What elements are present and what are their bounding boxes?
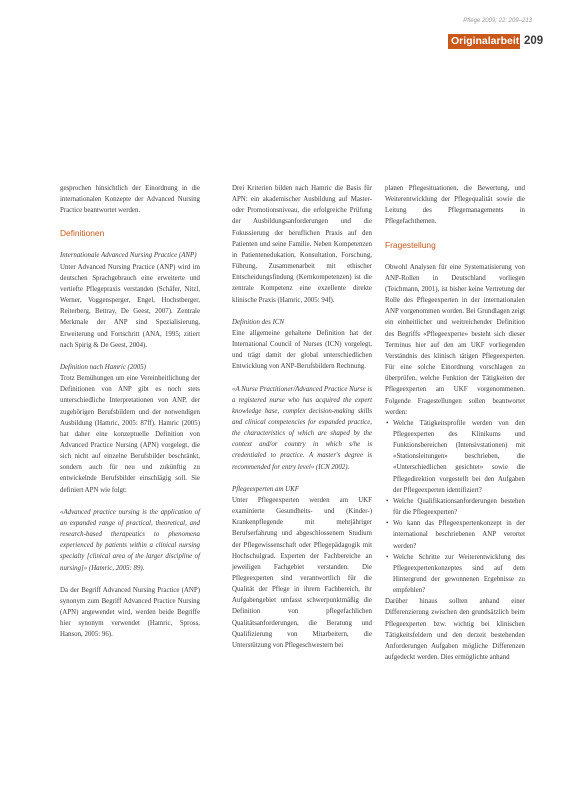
- list-item: • Welche Qualifikationsanforderungen bestehen für die Pflegeexperten?: [393, 496, 525, 518]
- subheading-hamric: Definition nach Hamric (2005): [60, 363, 146, 371]
- section-label-bar: Originalarbeit: [448, 34, 520, 49]
- text-column-1: [60, 183, 200, 640]
- paragraph-criteria: Drei Kriterien bilden nach Hamric die Basis für APN: ein akademischer Ausbildung auf Master- oder Promotionsniveau, die erfolgreiche Prüfung der Ausbildungsanforderungen und die Fokussierung der beruflichen Praxis auf den Patienten und seine Familie. Neben Kompetenzen in Patientenedukation, Konsultation, Forschung, Führung, Zusammenarbeit mit ethischer Entscheidungsfindung (Kernkompetenzen) ist die zentrale Kompetenz eine exzellente direkte klinische Praxis (Hamric, 2005: 94f).: [232, 185, 372, 304]
- subheading-ukf: Pflegeexperten am UKF: [232, 485, 299, 493]
- paragraph-differenzierung: Darüber hinaus sollten anhand einer Differenzierung zwischen den grundsätzlich beim Pflegeexperten bzw. wichtig bei klinischen Tätigkeitsfeldern und den derzeit bestehenden Anforderungen Aufgaben mögliche Differenzen aufgedeckt werden. Dies ermöglichte anhand: [385, 598, 525, 662]
- journal-reference: Pflege 2009; 22: 209–213: [463, 18, 532, 24]
- heading-fragestellung: Fragestellung: [385, 239, 436, 250]
- page-number: 209: [524, 35, 544, 47]
- subheading-anp: Internationale Advanced Nursing Practice (ANP): [60, 252, 197, 260]
- heading-definitions: Definitionen: [60, 228, 105, 239]
- question-list: [385, 418, 525, 597]
- paragraph-synonym: Da der Begriff Advanced Nursing Practice (ANP) synonym zum Begriff Advanced Practice Nursing (APN) angewendet wird, werden beide Begriffe hier synonym verwendet (Hamric, Spross, Hanson, 2005: 96).: [60, 586, 200, 639]
- text-column-2: [232, 183, 372, 651]
- intro-paragraph: gesprochen hinsichtlich der Einordnung in die internationalen Konzepte der Advanced Nursing Practice beantwortet werden.: [60, 185, 200, 215]
- paragraph-ukf: Unter Pflegeexperten werden am UKF examinierte Gesundheits- und (Kinder-) Krankenpflegende mit mehrjähriger Berufserfahrung und abgeschlossenem Studium der Pflegewissenschaft oder Pflegepädagogik mit Hochschulgrad. Experten der Fachbereiche an jeweiligen Fachgebiet verstanden. Die Pflegeexperten sind verantwortlich für die Qualität der Pflege in ihrem Fachbereich, ihr Aufgabengebiet umfasst schwerpunktmäßig die Definition von pflegefachlichen Qualitätsanforderungen, die Beratung und Qualifizierung von Mitarbeitern, die Unterstützung von Pflegeschwestern bei: [232, 496, 372, 649]
- paragraph-icn: Eine allgemeine gehaltene Definition hat der International Council of Nurses (ICN) vorgelegt, und trägt damit der global unterschiedlichen Entwicklung von ANP-Berufsbildern Rechnung.: [232, 329, 372, 371]
- list-item: • Welche Tätigkeitsprofile werden von den Pflegeexperten des Klinikums und Funktionsbereichen (Intensivstationen) mit «Stationsleitungen» beschrieben, die «Unterschiedlichen gesichtet» sowie die Pflegedirektion vorgestellt bei den Aufgaben der Pflegeexperten identifiziert?: [393, 418, 525, 496]
- paragraph-hamric: Trotz Bemühungen um eine Vereinheitlichung der Definitionen von ANP gibt es noch stets unterschiedliche Interpretationen von ANP, der zugehörigen Berufsbildern und der notwendigen Ausbildung (Hamric, 2005: 87ff). Hamric (2005) hat daher eine konzeptuelle Definition von Advanced Practice Nursing (APN) vorgelegt, die sich nicht auf einzelne Berufsbilder beschränkt, sondern auch für neu und zukünftig zu entwickelnde Berufsbilder einschlägig soll. Sie definiert APN wie folgt:: [60, 375, 200, 494]
- paragraph-anp: Unter Advanced Nursing Practice (ANP) wird im deutschen Sprachgebrauch eine erweiterte und vertiefte Pflegepraxis verstanden (Schäfer, Nitzl, Werner, Voggensperger, Engel, Hochstberger, Reiterberg, Bettray, De Geest, 2007). Zentrale Merkmale der ANP sind Spezialisierung, Erweiterung und Fortschritt (ANA, 1995; zitiert nach Spirig & De Geest, 2004).: [60, 263, 200, 349]
- paragraph-fragestellung: Obwohl Analysen für eine Systematisierung von ANP-Rollen in Deutschland vorliegen (Teichmann, 2001), ist bisher keine Vertretung der Rolle des Pflegeexperten in der internationalen ANP vorgenommen worden. Bei Grundlagen zeigt ein einheitlicher und weitreichender Definition des Begriffs «Pflegeexperte» besteht sich dieser Terminus hier auf den am UKF vorliegenden Verständnis des klinisch tätigen Pflegeexperten. Für eine solche Einordnung vorschlagen zu überprüfen, welche Funktion der Tätigkeiten der Pflegeexperten am UKF vorgenommenen. Folgende Fragestellungen sollen beantwortet werden:: [385, 263, 525, 416]
- quote-hamric: «Advanced practice nursing is the application of an expanded range of practical, theoretical, and research-based therapeutics to phenomena experienced by patients within a clinical nursing specialty [clinical area of the larger discipline of nursing]» (Hamric, 2005: 89).: [60, 508, 200, 572]
- paragraph-continuation: planen Pflegesituationen, die Bewertung, und Weiterentwicklung der Pflegequalität sowie die Leitung des Pflegemanagements in Pflegefachthemen.: [385, 185, 525, 226]
- list-item: • Welche Schritte zur Weiterentwicklung des Pflegeexpertenkonzeptes sind auf dem Hintergrund der gewonnenen Ergebnisse zu empfehlen?: [393, 552, 525, 597]
- text-column-3: [385, 183, 525, 663]
- list-item: • Wo kann das Pflegeexpertenkonzept in der international beschriebenen ANP verortet werden?: [393, 518, 525, 551]
- quote-icn: «A Nurse Practitioner/Advanced Practice Nurse is a registered nurse who has acquired the expert knowledge base, complex decision-making skills and clinical competencies for expanded practice, the characteristics of which are shaped by the context and/or country in which s/he is credentialed to practice. A master's degree is recommended for entry level» (ICN 2002).: [232, 385, 372, 471]
- subheading-icn: Definition des ICN: [232, 318, 285, 326]
